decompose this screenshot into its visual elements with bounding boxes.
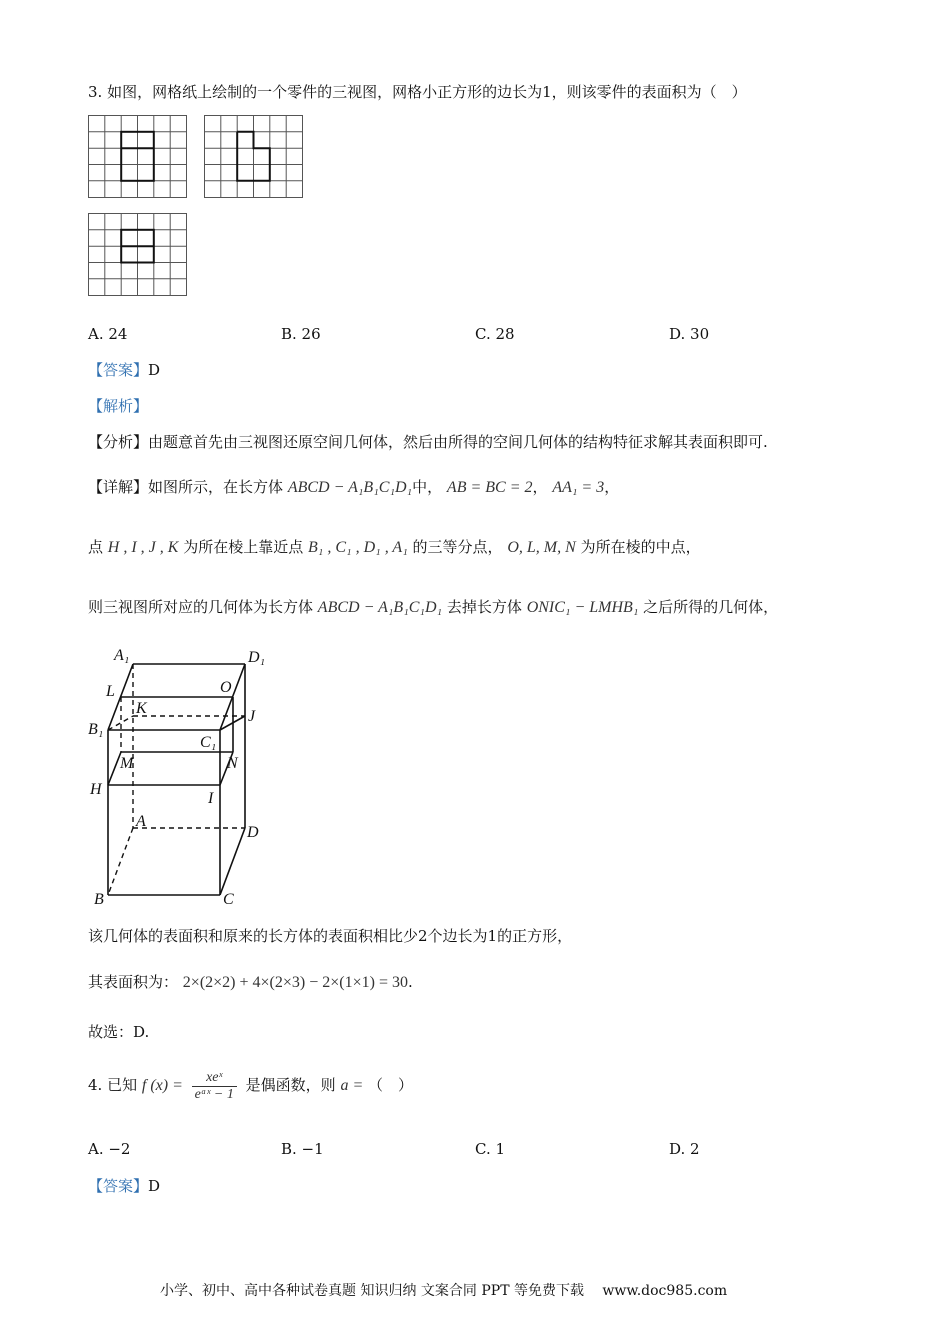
analysis-tag: 【解析】 <box>88 397 149 415</box>
math-removed-cuboid: ONIC₁ − LMHB₁ <box>526 599 639 616</box>
label-a: A <box>136 813 146 830</box>
math-area-formula: 2×(2×2) + 4×(2×3) − 2×(1×1) = 30 <box>182 974 408 991</box>
math-aa1: AA₁ = 3 <box>552 479 605 496</box>
detail-text: 为所在棱上靠近点 <box>183 538 304 556</box>
q3-option-c: C. 28 <box>475 325 515 343</box>
label-n: N <box>227 755 238 772</box>
fraction-denominator: eᵃˣ − 1 <box>194 1086 234 1102</box>
detail-tag: 【详解】 <box>88 478 149 496</box>
page-footer: 小学、初中、高中各种试卷真题 知识归纳 文案合同 PPT 等免费下载 www.doc985.com <box>160 1283 728 1299</box>
q3-conclusion-2 <box>88 972 413 993</box>
detail-text: 中， <box>412 478 443 496</box>
q3-stem: 3. 如图，网格纸上绘制的一个零件的三视图，网格小正方形的边长为1，则该零件的表面积为（ ） <box>88 83 747 101</box>
label-b: B <box>94 891 104 908</box>
q3-option-d: D. 30 <box>669 325 710 343</box>
detail-text: 点 <box>88 538 104 556</box>
detail-text: 的三等分点， <box>412 538 503 556</box>
top-view-grid <box>88 213 188 297</box>
q3-conclusion-3: 故选：D. <box>88 1023 150 1041</box>
math-olmn: O, L, M, N <box>507 539 576 556</box>
fenxi-tag: 【分析】 <box>88 433 149 451</box>
detail-text: ， <box>532 478 548 496</box>
q4-stem-text: （ ） <box>368 1076 414 1094</box>
label-d1: D₁ <box>248 649 266 666</box>
math-vertices: B₁ , C₁ , D₁ , A₁ <box>308 539 408 556</box>
q4-stem-text: 是偶函数，则 <box>245 1076 336 1094</box>
detail-text: 如图所示，在长方体 <box>148 478 284 496</box>
math-cuboid: ABCD − A₁B₁C₁D₁ <box>287 479 413 496</box>
label-k: K <box>136 700 147 717</box>
q4-option-a: A. −2 <box>88 1140 131 1158</box>
label-c: C <box>223 891 234 908</box>
answer-value: D <box>148 1177 161 1195</box>
side-view-grid <box>204 115 304 199</box>
math-hijk: H , I , J , K <box>107 539 179 556</box>
answer-value: D <box>148 361 161 379</box>
math-cuboid-2: ABCD − A₁B₁C₁D₁ <box>317 599 443 616</box>
label-h: H <box>90 781 102 798</box>
label-b1: B₁ <box>88 721 104 738</box>
label-d: D <box>247 824 259 841</box>
q3-fenxi <box>88 432 768 452</box>
detail-text: ， <box>604 478 620 496</box>
math-fraction <box>192 1070 237 1103</box>
detail-text: 之后所得的几何体， <box>643 598 779 616</box>
detail-text: 为所在棱的中点， <box>580 538 701 556</box>
front-view-grid <box>88 115 188 199</box>
answer-tag: 【答案】 <box>88 1177 149 1195</box>
label-l: L <box>106 683 115 700</box>
q4-option-d: D. 2 <box>669 1140 700 1158</box>
q3-option-a: A. 24 <box>88 325 128 343</box>
label-i: I <box>208 790 214 807</box>
q3-detail-line-1 <box>88 477 619 498</box>
math-f-lhs: f (x) = <box>141 1077 183 1094</box>
q4-answer <box>88 1176 160 1196</box>
q4-option-b: B. −1 <box>281 1140 324 1158</box>
q4-stem-text: 4. 已知 <box>88 1076 138 1094</box>
label-o: O <box>220 679 232 696</box>
answer-tag: 【答案】 <box>88 361 149 379</box>
q3-answer <box>88 360 160 380</box>
fenxi-text: 由题意首先由三视图还原空间几何体，然后由所得的空间几何体的结构特征求解其表面积即可. <box>148 433 768 451</box>
q4-stem <box>88 1068 413 1103</box>
q3-conclusion-1: 该几何体的表面积和原来的长方体的表面积相比少2个边长为1的正方形， <box>88 927 573 945</box>
fraction-numerator: xeˣ <box>192 1070 237 1087</box>
q3-option-b: B. 26 <box>281 325 321 343</box>
label-a1: A₁ <box>114 647 130 664</box>
label-j: J <box>248 708 256 725</box>
cuboid-figure <box>80 640 280 910</box>
detail-text: 去掉长方体 <box>446 598 522 616</box>
label-c1: C₁ <box>200 734 217 751</box>
math-ab-bc: AB = BC = 2 <box>446 479 533 496</box>
detail-text: 其表面积为： <box>88 973 179 991</box>
q3-detail-line-2 <box>88 537 701 558</box>
q4-option-c: C. 1 <box>475 1140 506 1158</box>
label-m: M <box>120 755 134 772</box>
q3-detail-line-3 <box>88 597 778 618</box>
detail-text: . <box>407 973 413 991</box>
detail-text: 则三视图所对应的几何体为长方体 <box>88 598 314 616</box>
math-a-eq: a = <box>340 1077 364 1094</box>
